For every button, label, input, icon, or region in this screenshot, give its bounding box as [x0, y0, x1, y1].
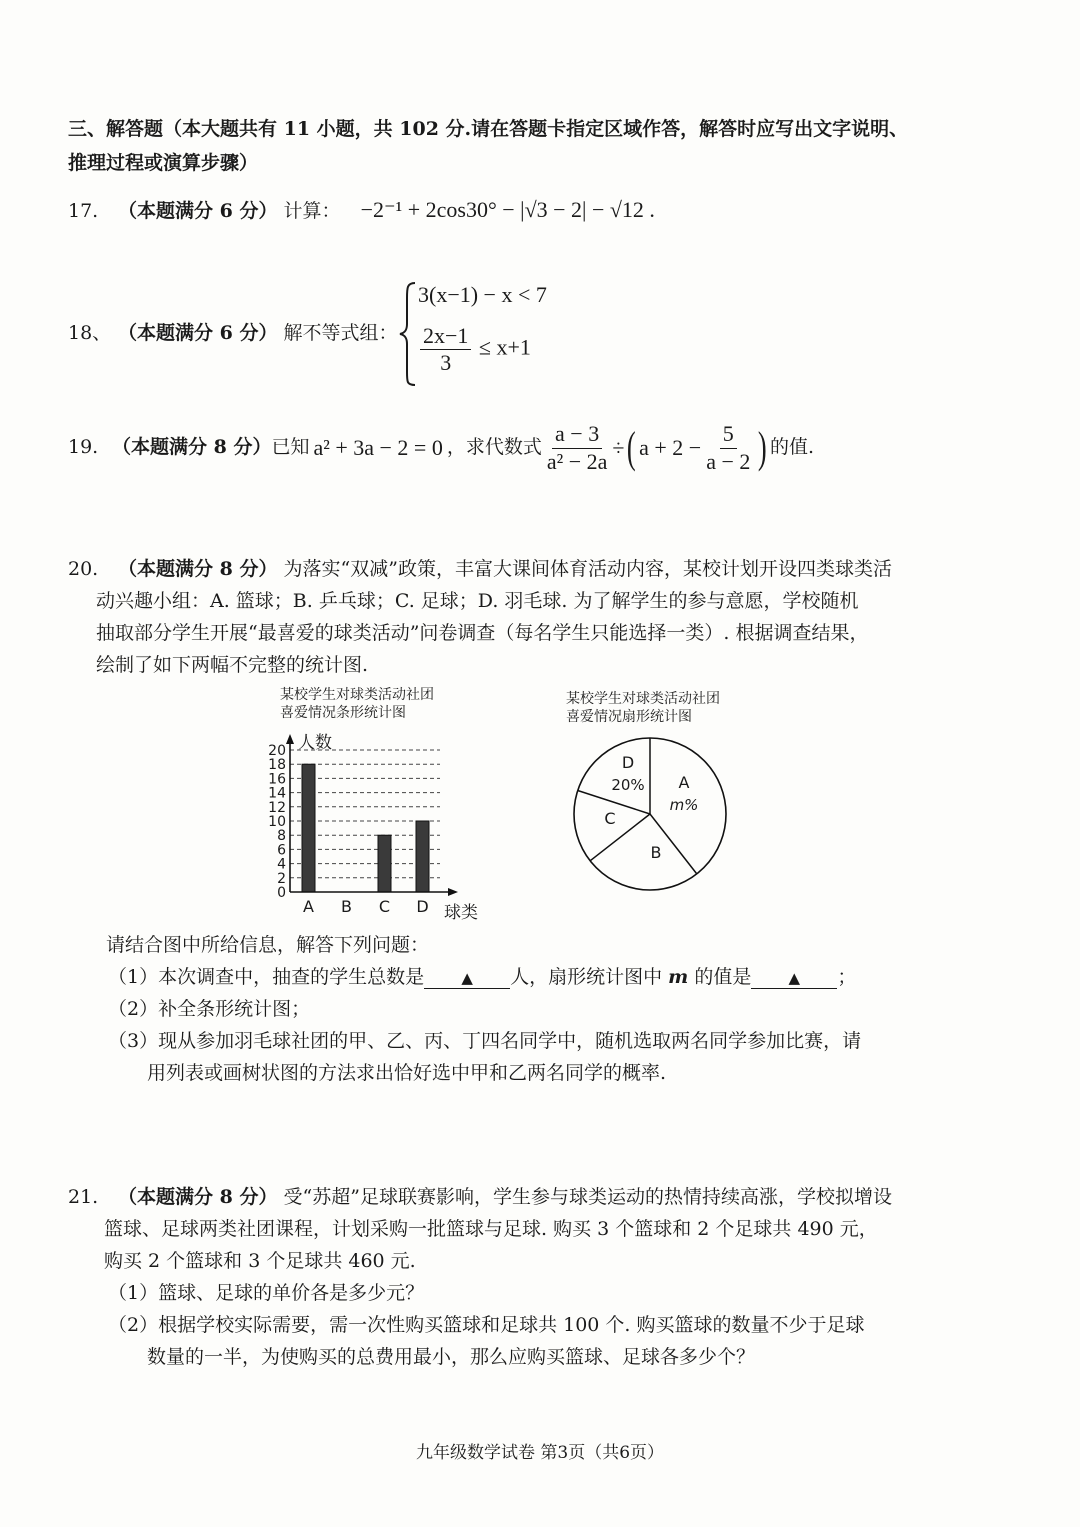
page-footer: 九年级数学试卷 第3页（共6页） [415, 1443, 665, 1463]
question-20-prompt: 请结合图中所给信息，解答下列问题： [106, 934, 430, 956]
pie-label-A: A [678, 773, 690, 792]
question-20-line2: 动兴趣小组：A. 篮球；B. 乒乓球；C. 足球；D. 羽毛球. 为了解学生的参与意愿，学校随机 [96, 590, 859, 612]
question-prompt: 计算： [283, 200, 341, 222]
question-20-sub3-line1: （3）现从参加羽毛球社团的甲、乙、丙、丁四名同学中，随机选取两名同学参加比赛，请 [108, 1030, 862, 1052]
fraction-numerator: a − 3 [552, 422, 602, 448]
bar-A [302, 764, 315, 892]
pie-value-D: 20% [611, 776, 645, 794]
brace-icon [398, 280, 418, 388]
y-axis-arrow-icon [286, 734, 294, 744]
y-tick-label: 8 [277, 828, 286, 845]
y-tick-label: 14 [268, 785, 286, 802]
pie-slice-divider [590, 814, 650, 861]
y-tick-label: 16 [268, 771, 286, 788]
given-equation: a² + 3a − 2 = 0 [313, 435, 443, 461]
inequality-2 [418, 324, 531, 375]
sub1-end: ； [837, 966, 857, 988]
question-tail: 的值. [770, 436, 815, 459]
x-tick-label: C [378, 897, 391, 916]
section-title-line1: 三、解答题（本大题共有 11 小题，共 102 分.请在答题卡指定区域作答，解答时应写出文字说明、 [68, 118, 909, 140]
question-20-line3: 抽取部分学生开展“最喜爱的球类活动”问卷调查（每名学生只能选择一类）. 根据调查结果， [96, 622, 869, 644]
question-21-line3: 购买 2 个篮球和 3 个足球共 460 元. [104, 1250, 416, 1272]
sub1-text: （1）本次调查中，抽查的学生总数是 [108, 966, 425, 988]
x-tick-label: A [303, 897, 314, 916]
question-text: 受“苏超”足球联赛影响，学生参与球类运动的热情持续高涨，学校拟增设 [283, 1186, 892, 1208]
fraction-denominator: a² − 2a [546, 448, 608, 474]
y-tick-label: 6 [277, 842, 286, 859]
variable-m: m [668, 966, 689, 988]
division-sign: ÷ [612, 435, 625, 461]
score-note: （本题满分 8 分） [112, 436, 272, 459]
sub1-text-b: 人，扇形统计图中 [510, 966, 663, 988]
sub1-text-c: 的值是 [694, 966, 752, 988]
question-20-line4: 绘制了如下两幅不完整的统计图. [96, 654, 369, 676]
bar-D [416, 821, 429, 892]
question-21-sub1: （1）篮球、足球的单价各是多少元？ [108, 1282, 425, 1304]
question-number: 19. [68, 436, 99, 459]
bar-chart [250, 722, 510, 922]
y-tick-label: 4 [277, 856, 286, 873]
question-number: 18、 [68, 322, 112, 344]
paren-expression: a + 2 − [639, 435, 702, 461]
x-axis-label: 球类 [444, 903, 478, 922]
question-20-line1 [68, 558, 892, 582]
bar-chart-title [280, 686, 434, 722]
question-21-sub2-line2: 数量的一半，为使购买的总费用最小，那么应购买篮球、足球各多少个？ [147, 1346, 756, 1368]
pie-value-A: m% [669, 796, 699, 814]
left-paren-icon: ( [627, 423, 637, 472]
question-text: 为落实“双减”政策，丰富大课间体育活动内容，某校计划开设四类球类活 [283, 558, 892, 580]
pie-chart-title-line1: 某校学生对球类活动社团 [566, 691, 720, 707]
inequality-1: 3(x−1) − x < 7 [418, 282, 547, 307]
question-17 [68, 196, 655, 224]
question-number: 17. [68, 200, 99, 222]
pie-label-D: D [621, 753, 635, 772]
y-tick-label: 2 [277, 870, 286, 887]
question-19 [68, 421, 815, 474]
x-axis-arrow-icon [448, 888, 458, 896]
y-axis-label: 人数 [298, 733, 332, 753]
pie-label-C: C [604, 809, 616, 828]
question-18-label [68, 322, 398, 346]
y-tick-label: 18 [268, 757, 286, 774]
question-number: 20. [68, 558, 99, 580]
math-expression: −2⁻¹ + 2cos30° − |√3 − 2| − √12 . [360, 197, 655, 222]
triangle-icon: ▲ [461, 969, 473, 987]
question-20-sub1 [108, 966, 856, 990]
y-tick-label: 0 [277, 885, 286, 901]
score-note: （本题满分 6 分） [118, 322, 278, 344]
question-21-line2: 篮球、足球两类社团课程，计划采购一批篮球与足球. 购买 3 个篮球和 2 个足球共 490 元， [104, 1218, 878, 1240]
section-title-line2: 推理过程或演算步骤） [68, 152, 259, 174]
pie-label-B: B [650, 843, 662, 862]
bar-chart-title-line2: 喜爱情况条形统计图 [280, 705, 406, 722]
y-tick-label: 10 [268, 814, 286, 830]
x-tick-label: D [416, 897, 429, 916]
score-note: （本题满分 8 分） [118, 558, 278, 580]
triangle-icon: ▲ [788, 969, 801, 987]
question-21-line1 [68, 1186, 892, 1210]
question-20-sub2: （2）补全条形统计图； [108, 998, 311, 1020]
answer-blank [751, 966, 837, 989]
question-21-sub2-line1: （2）根据学校实际需要，需一次性购买篮球和足球共 100 个. 购买篮球的数量不少于足球 [108, 1314, 865, 1336]
score-note: （本题满分 8 分） [118, 1186, 278, 1208]
question-prompt: 已知 [271, 436, 310, 459]
answer-blank [424, 966, 510, 989]
x-tick-label: B [341, 897, 352, 916]
right-paren-icon: ) [758, 423, 768, 472]
question-prompt: 解不等式组： [283, 322, 398, 344]
fraction-numerator: 5 [720, 422, 737, 448]
bar-chart-title-line1: 某校学生对球类活动社团 [280, 687, 434, 703]
pie-chart [570, 732, 740, 902]
inequality-rhs: ≤ x+1 [478, 334, 531, 360]
question-number: 21. [68, 1186, 99, 1208]
fraction-numerator: 2x−1 [420, 324, 471, 350]
pie-chart-title [566, 690, 720, 726]
fraction-denominator: a − 2 [706, 448, 751, 474]
fraction-denominator: 3 [440, 350, 452, 376]
question-20-sub3-line2: 用列表或画树状图的方法求出恰好选中甲和乙两名同学的概率. [147, 1062, 667, 1084]
question-ask: ，求代数式 [446, 436, 542, 459]
y-tick-label: 20 [268, 743, 286, 759]
pie-chart-title-line2: 喜爱情况扇形统计图 [566, 709, 692, 726]
y-tick-label: 12 [268, 799, 286, 816]
score-note: （本题满分 6 分） [118, 200, 278, 222]
bar-C [378, 835, 391, 892]
